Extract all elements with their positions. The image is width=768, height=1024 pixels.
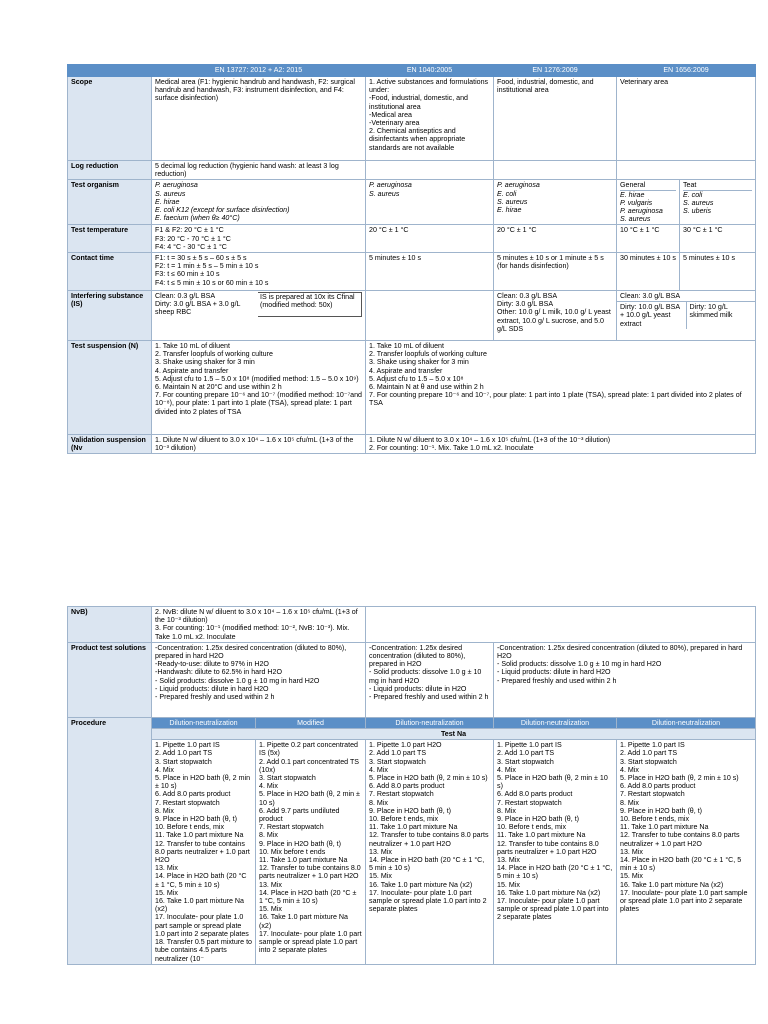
cell-list [152,180,366,225]
cell-text: Medical area (F1: hygienic handrub and handwash, F2: surgical handrub and handwash, F3: instrument disinfection, and F4: surface disinfection) [152,77,366,161]
cell-text: Dirty: 10.0 g/L BSA + 10.0 g/L yeast extract [617,302,687,329]
cell-list [683,190,752,216]
list-line: 13. Mix [497,856,520,865]
list-line: 15. Mix [620,872,643,881]
list-line: 2. Transfer loopfuls of working culture [155,350,273,359]
list-line: 15. Mix [369,872,392,881]
list-line: 2. Add 1.0 part TS [620,749,678,758]
list-line: E. hirae [155,197,180,206]
list-line: F3: t ≤ 60 min ± 10 s [155,270,220,279]
list-line: 10. Before t ends, mix [155,823,225,832]
list-line: 17. Inoculate- pour plate 1.0 part sample or spread plate 1.0 part into 2 separate plates [497,897,611,922]
cell-list [494,180,617,225]
list-line: 4. Mix [497,765,516,774]
list-line: - Prepared freshly and used within 2 h [369,693,489,702]
cell-list [152,225,366,253]
list-line: 1. Take 10 mL of diluent [369,342,444,351]
list-line: 17. Inoculate- pour plate 1.0 part sample or spread plate 1.0 part into 2 separate plates [369,888,489,914]
list-line: 6. Maintain N at 20°C and use within 2 h [155,383,282,392]
row-label: Test suspension (N) [68,341,152,435]
cell-empty [366,291,494,341]
list-line: 2. Add 1.0 part TS [155,749,213,758]
row-label: Interfering substance (IS) [68,291,152,341]
row-label: Validation suspension (Nv [68,435,152,454]
list-line: F1: t = 30 s ± 5 s – 60 s ± 5 s [155,254,247,263]
row-validation [68,435,756,454]
cell-text: 20 °C ± 1 °C [494,225,617,253]
cell-list [152,642,366,717]
list-line: 5. Place in H2O bath (θ, 2 min ± 10 s) [497,774,610,791]
row-label: Contact time [68,253,152,291]
list-line: 3. Shake using shaker for 3 min [369,358,469,367]
list-line: 7. Restart stopwatch [259,823,324,832]
list-line: 5. Place in H2O bath (θ, 2 min ± 10 s) [259,790,362,807]
cell-general [617,180,680,225]
comparison-table-1 [67,64,756,454]
list-line: S. aureus [620,215,651,224]
list-line: 5. Place in H2O bath (θ, 2 min ± 10 s) [620,774,739,783]
cell-list [152,253,366,291]
row-procedure-test [68,729,756,740]
list-line: 2. Add 1.0 part TS [369,749,427,758]
list-line: 14. Place in H2O bath (20 °C ± 1 °C, 5 min ± 10 s) [369,856,487,873]
list-line: 4. Mix [259,782,278,791]
list-line: 13. Mix [259,880,282,889]
list-line: E. hirae [497,206,522,215]
header-en1656: EN 1656:2009 [617,65,756,77]
list-line: - Liquid products: dilute in hard H2O [155,684,269,693]
method-header: Dilution-neutralization [152,717,256,728]
list-line: - Prepared freshly and used within 2 h [155,693,275,702]
cell-interfering [152,291,366,341]
cell-steps [152,740,256,964]
list-line: 11. Take 1.0 part mixture Na [620,823,709,832]
row-solutions [68,642,756,717]
list-line: 12. Transfer to tube contains 8.0 parts neutralizer + 1.0 part H2O [259,864,363,881]
list-line: 18. Transfer 0.5 part mixture to tube contains 4.5 parts neutralizer (10⁻ [155,938,254,963]
list-line: 13. Mix [369,847,392,856]
method-header: Dilution-neutralization [494,717,617,728]
list-line: E. faecium (when θ≥ 40°C) [155,214,240,223]
list-line: 6. Maintain N at θ and use within 2 h [369,383,484,392]
cell-empty [494,161,617,180]
list-line: 10. Before t ends, mix [620,815,690,824]
cell-text: 5 decimal log reduction (hygienic hand wash: at least 3 log reduction) [152,161,366,180]
row-label: NvB) [68,607,152,643]
list-line: 6. Add 8.0 parts product [155,790,231,799]
list-line: P. aeruginosa [369,181,412,190]
list-line: Dirty: 3.0 g/L BSA [497,300,554,309]
list-line: 12. Transfer to tube contains 8.0 parts neutralizer + 1.0 part H2O [155,839,252,865]
row-validation-cont [68,607,756,643]
list-line: E. coli [497,189,517,198]
list-line: Dirty: 3.0 g/L BSA + 3.0 g/L sheep RBC [155,300,243,317]
row-label: Product test solutions [68,642,152,717]
list-line: 2. For counting: 10⁻¹. Mix. Take 1.0 mL x2. Inoculate [369,444,534,453]
list-line: 6. Add 8.0 parts product [620,782,696,791]
subhead: Teat [683,181,697,190]
list-line: S. aureus [369,189,400,198]
cell-text: 5 minutes ± 10 s [366,253,494,291]
row-organism [68,180,756,225]
list-line: S. aureus [155,189,186,198]
list-line: 8. Mix [369,798,388,807]
row-contact-time [68,253,756,291]
list-line: P. vulgaris [620,198,653,207]
row-suspension [68,341,756,435]
row-scope [68,77,756,161]
list-line: F4: t ≤ 5 min ± 10 s or 60 min ± 10 s [155,278,269,287]
list-line: S. uberis [683,207,711,216]
list-line: 12. Transfer to tube contains 8.0 parts neutralizer + 1.0 part H2O [369,831,491,848]
list-line: 14. Place in H2O bath (20 °C ± 1 °C, 5 min ± 10 s) [497,864,615,881]
list-line: -Concentration: 1.25x desired concentration (diluted to 80%), prepared in hard H2O [155,643,349,661]
comparison-table-2 [67,606,756,965]
list-line: E. hirae [620,190,645,199]
cell-list [620,190,676,224]
list-line: 2. Chemical antiseptics and disinfectants when appropriate standards are not available [369,127,468,152]
list-line: 17. Inoculate- pour plate 1.0 part sample or spread plate 1.0 part into 2 separate plates [155,913,249,938]
cell-steps [617,740,756,964]
cell-text: Food, industrial, domestic, and institutional area [494,77,617,161]
cell-empty [617,161,756,180]
cell-steps [494,740,617,964]
list-line: 1. Take 10 mL of diluent [155,342,230,351]
list-line: 11. Take 1.0 part mixture Na [369,823,458,832]
cell-list [155,292,256,317]
list-line: -Food, industrial, domestic, and institutional area [369,94,470,111]
list-line: F2: t = 1 min ± 5 s – 5 min ± 10 s [155,262,259,271]
list-line: 3. Start stopwatch [497,757,554,766]
cell-text: Clean: 3.0 g/L BSA [617,291,755,302]
method-header: Dilution-neutralization [617,717,756,728]
list-line: -Ready-to-use: dilute to 97% in H2O [155,660,269,669]
list-line: 16. Take 1.0 part mixture Na (x2) [259,913,350,930]
list-line: 7. Restart stopwatch [155,798,220,807]
list-line: 14. Place in H2O bath (20 °C ± 1 °C, 5 min ± 10 s) [620,856,744,873]
cell-list [152,435,366,454]
list-line: 8. Mix [155,806,174,815]
cell-empty [366,607,756,643]
header-empty [68,65,152,77]
list-line: Clean: 0.3 g/L BSA [497,292,558,301]
list-line: - Solid products: dissolve 1.0 g ± 10 mg in hard H2O [497,660,662,669]
cell-list [366,341,756,435]
row-temperature [68,225,756,253]
list-line: 7. Restart stopwatch [620,790,685,799]
cell-steps [256,740,366,964]
cell-list [152,341,366,435]
list-line: 10. Before t ends, mix [497,823,567,832]
table-page-2 [67,606,755,965]
list-line: 2. NvB: dilute N w/ diluent to 3.0 x 10⁴ – 1.6 x 10⁵ cfu/mL (1+3 of the 10⁻³ dilution) [155,608,360,625]
list-line: F3: 20 °C - 70 °C ± 1 °C [155,234,231,243]
list-line: - Solid products: dissolve 1.0 g ± 10 mg in hard H2O [155,676,320,685]
list-line: F1 & F2: 20 °C ± 1 °C [155,226,224,235]
list-line: 7. For counting prepare 10⁻⁶ and 10⁻⁷, pour plate: 1 part into 1 plate (TSA), spread plate: 1 part divided into 2 plates of TSA [369,391,744,408]
test-label: Test Na [152,729,756,740]
list-line: 15. Mix [259,905,282,914]
list-line: 12. Transfer to tube contains 8.0 parts neutralizer + 1.0 part H2O [620,831,742,848]
cell-list [494,642,756,717]
row-procedure-methods [68,717,756,728]
list-line: P. aeruginosa [620,207,663,216]
list-line: 9. Place in H2O bath (θ, t) [620,806,703,815]
list-line: 4. Aspirate and transfer [155,366,229,375]
list-line: 6. Add 8.0 parts product [497,790,573,799]
row-interfering [68,291,756,341]
cell-list [152,607,366,643]
list-line: 16. Take 1.0 part mixture Na (x2) [497,888,601,897]
list-line: 1. Pipette 1.0 part IS [497,741,562,750]
cell-text: 20 °C ± 1 °C [366,225,494,253]
list-line: 3. Shake using shaker for 3 min [155,358,255,367]
list-line: 16. Take 1.0 part mixture Na (x2) [155,897,246,914]
row-log-reduction [68,161,756,180]
list-line: -Veterinary area [369,119,420,128]
cell-text: 30 minutes ± 10 s [617,253,680,291]
list-line: 3. Start stopwatch [369,757,426,766]
header-en13727: EN 13727: 2012 + A2: 2015 [152,65,366,77]
list-line: 5. Adjust cfu to 1.5 – 5.0 x 10⁸ (modified method: 1.5 – 5.0 x 10⁹) [155,374,359,383]
list-line: 3. For counting: 10⁻¹ (modified method: 10⁻², NvB: 10⁻³). Mix. Take 1.0 mL x2. Inoculate [155,624,352,641]
list-line: 4. Aspirate and transfer [369,366,443,375]
list-line: 4. Mix [369,765,388,774]
list-line: 5. Place in H2O bath (θ, 2 min ± 10 s) [155,774,253,791]
list-line: P. aeruginosa [155,181,198,190]
list-line: 3. Start stopwatch [620,757,677,766]
cell-list [366,77,494,161]
list-line: 1. Pipette 1.0 part IS [620,741,685,750]
list-line: P. aeruginosa [497,181,540,190]
list-line: S. aureus [497,197,528,206]
list-line: 4. Mix [155,765,174,774]
list-line: -Concentration: 1.25x desired concentration (diluted to 80%), prepared in hard H2O [497,643,745,661]
list-line: 2. Add 0.1 part concentrated TS (10x) [259,757,362,774]
list-line: Clean: 0.3 g/L BSA [155,292,216,301]
list-line: 8. Mix [497,806,516,815]
list-line: 1. Pipette 1.0 part IS [155,741,220,750]
list-line: 13. Mix [155,864,178,873]
list-line: 11. Take 1.0 part mixture Na [497,831,586,840]
list-line: - Liquid products: dilute in H2O [369,684,467,693]
list-line: 1. Pipette 0.2 part concentrated IS (5x) [259,741,360,758]
list-line: 7. Restart stopwatch [369,790,434,799]
cell-text: 5 minutes ± 10 s or 1 minute ± 5 s (for hands disinfection) [494,253,617,291]
row-label: Test organism [68,180,152,225]
list-line: S. aureus [683,198,714,207]
list-line: -Medical area [369,110,412,119]
list-line: 9. Place in H2O bath (θ, t) [369,806,452,815]
list-line: 17. Inoculate- pour plate 1.0 part sample or spread plate 1.0 part into 2 separate plates [620,888,750,914]
row-label: Scope [68,77,152,161]
list-line: - Solid products: dissolve 1.0 g ± 10 mg in hard H2O [369,668,484,685]
cell-text: 30 °C ± 1 °C [680,225,756,253]
list-line: -Concentration: 1.25x desired concentration (diluted to 80%), prepared in H2O [369,643,468,669]
cell-empty [366,161,494,180]
list-line: E. coli [683,190,703,199]
list-line: E. coli K12 (except for surface disinfection) [155,206,290,215]
row-label: Log reduction [68,161,152,180]
list-line: -Handwash: dilute to 62.5% in hard H2O [155,668,282,677]
list-line: 6. Add 9.7 parts undiluted product [259,806,342,824]
list-line: - Prepared freshly and used within 2 h [497,676,617,685]
list-line: 12. Transfer to tube contains 8.0 parts neutralizer + 1.0 part H2O [497,839,601,856]
method-header: Dilution-neutralization [366,717,494,728]
list-line: Other: 10.0 g/ L milk, 10.0 g/ L yeast extract, 10.0 g/ L sucrose, and 5.0 g/L SDS [497,308,613,333]
list-line: 15. Mix [155,888,178,897]
list-line: 17. Inoculate- pour plate 1.0 part sample or spread plate 1.0 part into 2 separate plates [259,929,364,955]
list-line: 3. Start stopwatch [155,757,212,766]
list-line: 10. Mix before t ends [259,847,326,856]
cell-text: Dirty: 10 g/L skimmed milk [689,303,733,320]
list-line: 1. Dilute N w/ diluent to 3.0 x 10⁴ – 1.6 x 10⁵ cfu/mL (1+3 of the 10⁻³ dilution) [369,436,611,445]
header-en1276: EN 1276:2009 [494,65,617,77]
list-line: 1. Active substances and formulations under: [369,78,491,95]
list-line: 11. Take 1.0 part mixture Na [259,856,348,865]
list-line: 7. For counting prepare 10⁻⁶ and 10⁻⁷ (modified method: 10⁻⁷and 10⁻⁸), pour plate: 1 part into 1 plate (TSA), spread plate: 1 part divided into 2 plates of TSA [155,391,364,416]
list-line: 13. Mix [620,847,643,856]
cell-list [366,435,756,454]
row-label: Procedure [68,717,152,964]
list-line: 8. Mix [259,831,278,840]
method-header: Modified [256,717,366,728]
list-line: 2. Transfer loopfuls of working culture [369,350,487,359]
list-line: 1. Dilute N w/ diluent to 3.0 x 10⁴ – 1.6 x 10⁵ cfu/mL (1+3 of the 10⁻³ dilution) [155,436,356,453]
cell-list [366,642,494,717]
list-line: 16. Take 1.0 part mixture Na (x2) [620,880,724,889]
cell-interfering-1656 [617,291,756,341]
cell-text: 10 °C ± 1 °C [617,225,680,253]
list-line: F4: 4 °C - 30 °C ± 1 °C [155,242,227,251]
cell-teat [680,180,756,225]
list-line: 10. Before t ends, mix [369,815,439,824]
list-line: 6. Add 8.0 parts product [369,782,445,791]
table-page-1 [67,64,755,454]
list-line: 9. Place in H2O bath (θ, t) [259,839,342,848]
row-procedure-steps [68,740,756,964]
list-line: 8. Mix [620,798,639,807]
cell-text: Veterinary area [617,77,756,161]
list-line: 7. Restart stopwatch [497,798,562,807]
list-line: 1. Pipette 1.0 part H2O [369,741,442,750]
cell-text: 5 minutes ± 10 s [680,253,756,291]
header-row [68,65,756,77]
list-line: 9. Place in H2O bath (θ, t) [155,815,238,824]
cell-list [494,291,617,341]
list-line: 5. Adjust cfu to 1.5 – 5.0 x 10⁸ [369,374,464,383]
list-line: 4. Mix [620,765,639,774]
header-en1040: EN 1040:2005 [366,65,494,77]
list-line: 16. Take 1.0 part mixture Na (x2) [369,880,473,889]
list-line: 11. Take 1.0 part mixture Na [155,831,244,840]
cell-note: IS is prepared at 10x its Cfinal (modified method: 50x) [258,292,362,317]
subhead: General [620,181,646,190]
list-line: 2. Add 1.0 part TS [497,749,555,758]
list-line: 14. Place in H2O bath (20 °C ± 1 °C, 5 min ± 10 s) [155,872,249,889]
cell-steps [366,740,494,964]
list-line: 9. Place in H2O bath (θ, t) [497,815,580,824]
cell-list [366,180,494,225]
list-line: 15. Mix [497,880,520,889]
list-line: - Liquid products: dilute in hard H2O [497,668,611,677]
row-label: Test temperature [68,225,152,253]
list-line: 3. Start stopwatch [259,774,316,783]
list-line: 14. Place in H2O bath (20 °C ± 1 °C, 5 min ± 10 s) [259,888,359,906]
list-line: 5. Place in H2O bath (θ, 2 min ± 10 s) [369,774,488,783]
